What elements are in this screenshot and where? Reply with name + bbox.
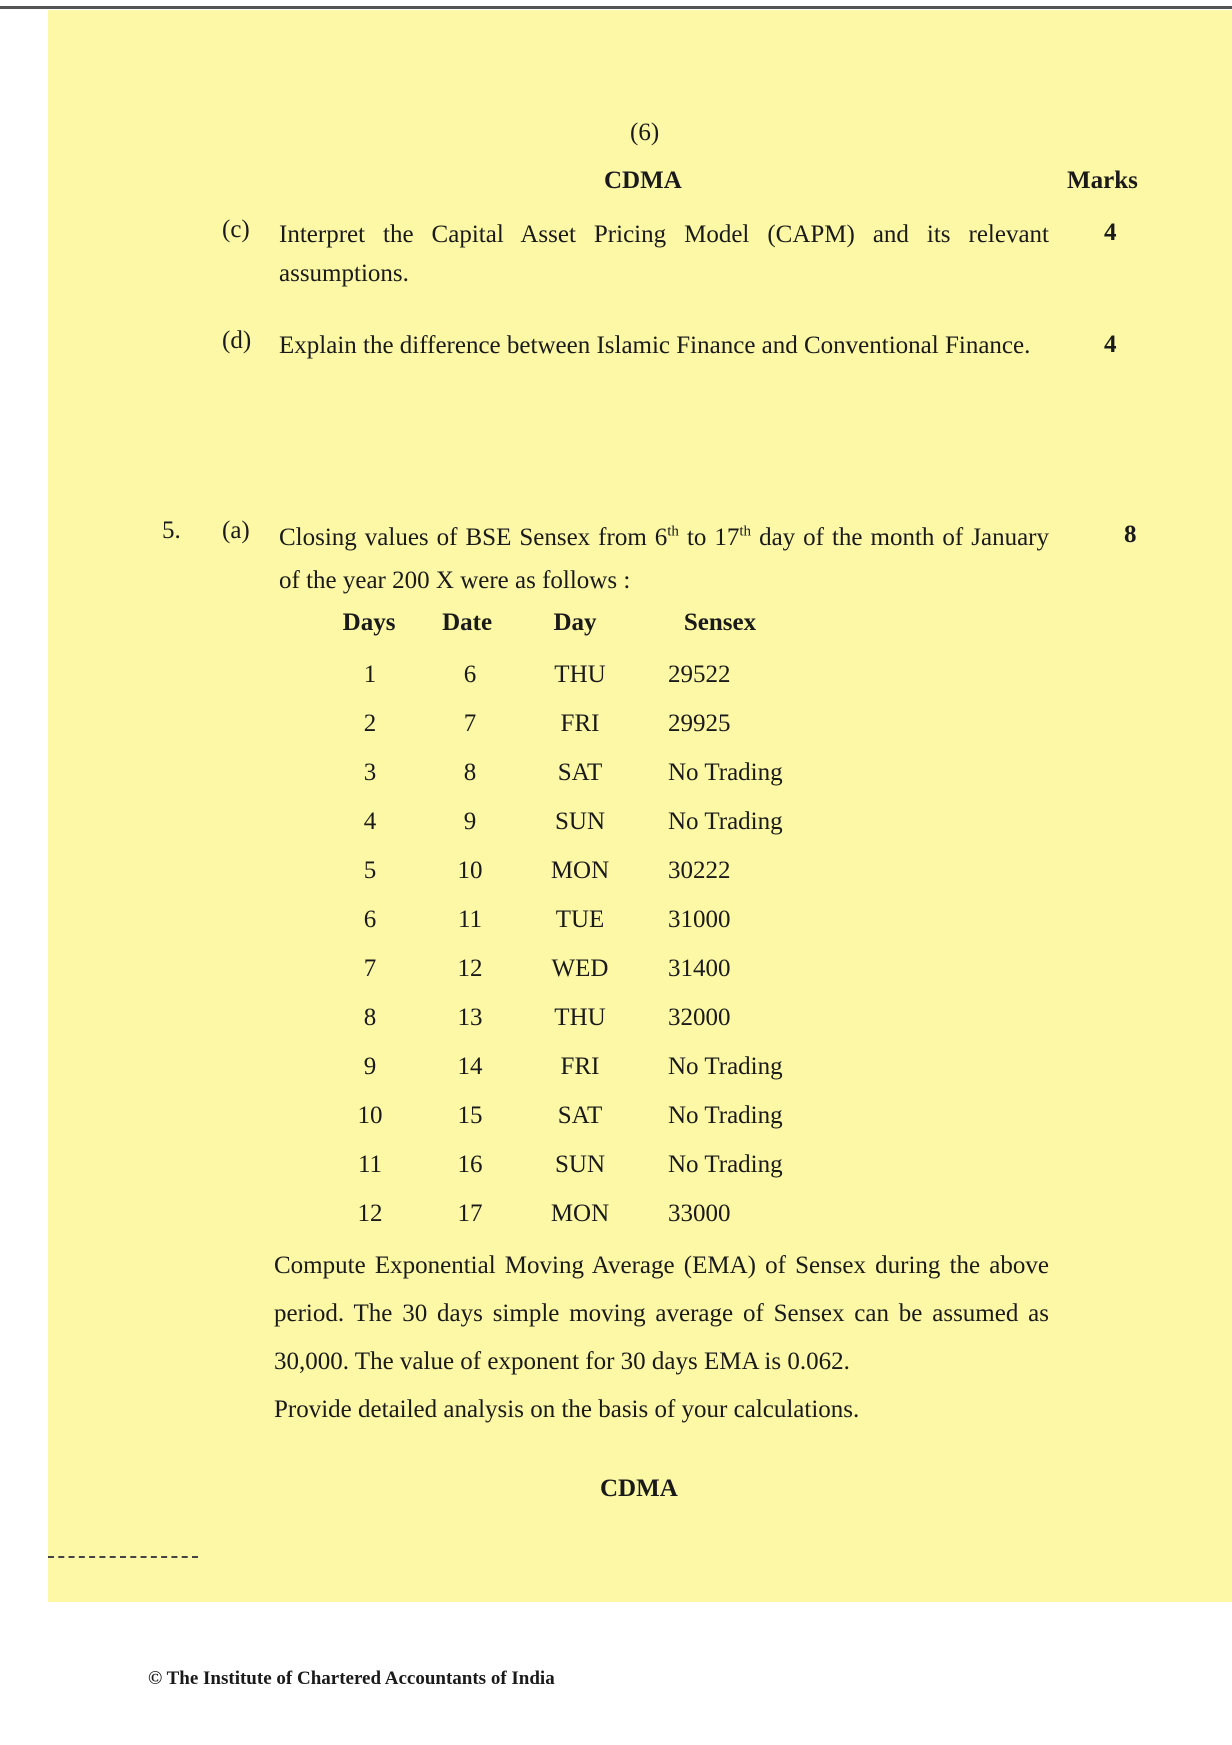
cell-sensex: 31000 [668, 906, 731, 933]
question-5a-intro: Closing values of BSE Sensex from 6th to 17th day of the month of January of the year 200 X were as follows : [279, 523, 1049, 594]
cell-date: 7 [463, 710, 477, 737]
cell-date: 17 [457, 1200, 483, 1227]
cell-day: MON [550, 857, 610, 884]
cell-date: 9 [463, 808, 477, 835]
bottom-rule [48, 1556, 198, 1558]
cell-day: THU [554, 1004, 606, 1031]
cell-sensex: No Trading [668, 759, 783, 786]
table-row [320, 758, 880, 807]
question-d-marks: 4 [1104, 331, 1117, 358]
table-row [320, 1150, 880, 1199]
table-row [320, 905, 880, 954]
cell-sensex: No Trading [668, 1053, 783, 1080]
cell-days: 5 [363, 857, 377, 884]
cell-days: 12 [357, 1200, 383, 1227]
copyright-notice: © The Institute of Chartered Accountants of India [148, 1668, 555, 1689]
table-row [320, 1052, 880, 1101]
table-row [320, 807, 880, 856]
analysis-instruction: Provide detailed analysis on the basis of your calculations. [274, 1396, 860, 1423]
cell-day: SAT [557, 759, 603, 786]
cell-sensex: 30222 [668, 857, 731, 884]
cell-date: 16 [457, 1151, 483, 1178]
header-date: Date [442, 609, 493, 636]
cell-sensex: 32000 [668, 1004, 731, 1031]
question-d-text: Explain the difference between Islamic Finance and Conventional Finance. [279, 332, 1031, 359]
cell-date: 14 [457, 1053, 483, 1080]
header-days: Days [342, 609, 396, 636]
cell-days: 7 [363, 955, 377, 982]
top-rule [0, 6, 1232, 9]
cell-sensex: 29925 [668, 710, 731, 737]
footer-subject: CDMA [600, 1475, 678, 1502]
table-row [320, 856, 880, 905]
cell-days: 8 [363, 1004, 377, 1031]
page-number: (6) [630, 119, 660, 146]
cell-sensex: No Trading [668, 1102, 783, 1129]
cell-date: 8 [463, 759, 477, 786]
cell-date: 11 [457, 906, 483, 933]
cell-sensex: No Trading [668, 808, 783, 835]
cell-days: 1 [363, 661, 377, 688]
table-row [320, 709, 880, 758]
cell-day: SUN [554, 1151, 605, 1178]
table-row [320, 1101, 880, 1150]
cell-days: 3 [363, 759, 377, 786]
cell-days: 9 [363, 1053, 377, 1080]
marks-column-header: Marks [1067, 167, 1138, 194]
table-row [320, 954, 880, 1003]
question-d-label: (d) [222, 327, 252, 354]
table-header-row [320, 608, 880, 660]
cell-day: FRI [560, 710, 600, 737]
cell-day: SUN [554, 808, 605, 835]
question-c-text: Interpret the Capital Asset Pricing Model (CAPM) and its relevant assumptions. [279, 221, 1049, 287]
header-sensex: Sensex [683, 609, 757, 636]
cell-days: 11 [357, 1151, 383, 1178]
header-day: Day [553, 609, 597, 636]
cell-day: TUE [555, 906, 605, 933]
cell-days: 10 [357, 1102, 383, 1129]
sensex-table [320, 608, 880, 1248]
header-subject: CDMA [604, 167, 682, 194]
cell-day: MON [550, 1200, 610, 1227]
cell-sensex: No Trading [668, 1151, 783, 1178]
cell-days: 4 [363, 808, 377, 835]
cell-date: 10 [457, 857, 483, 884]
cell-date: 15 [457, 1102, 483, 1129]
cell-sensex: 31400 [668, 955, 731, 982]
compute-instruction: Compute Exponential Moving Average (EMA) of Sensex during the above period. The 30 days simple moving average of Sensex can be assumed as 30,000. The value of exponent for 30 days EMA is 0.062. [274, 1252, 1049, 1375]
cell-day: WED [551, 955, 609, 982]
cell-sensex: 33000 [668, 1200, 731, 1227]
cell-days: 6 [363, 906, 377, 933]
table-row [320, 1199, 880, 1248]
question-5-number: 5. [162, 517, 181, 544]
cell-day: SAT [557, 1102, 603, 1129]
table-row [320, 660, 880, 709]
cell-date: 12 [457, 955, 483, 982]
cell-day: FRI [560, 1053, 600, 1080]
question-c-label: (c) [222, 216, 250, 243]
question-5a-label: (a) [222, 517, 250, 544]
question-c-marks: 4 [1104, 219, 1117, 246]
cell-days: 2 [363, 710, 377, 737]
table-row [320, 1003, 880, 1052]
cell-day: THU [554, 661, 606, 688]
cell-sensex: 29522 [668, 661, 731, 688]
cell-date: 13 [457, 1004, 483, 1031]
cell-date: 6 [463, 661, 477, 688]
question-5a-marks: 8 [1124, 521, 1137, 548]
